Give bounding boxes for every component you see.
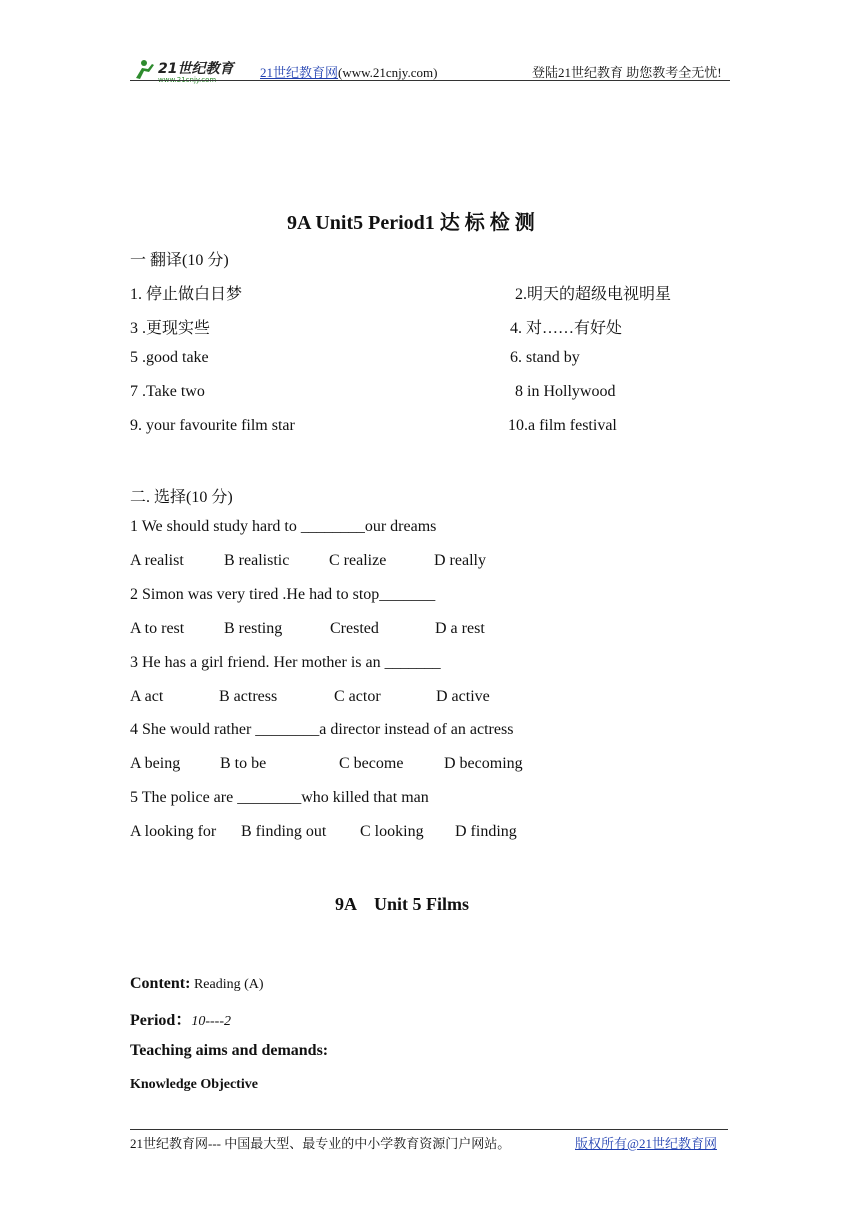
option: D a rest <box>435 620 485 637</box>
section2-heading: 二. 选择(10 分) <box>130 489 233 506</box>
content-value: Reading (A) <box>190 977 264 992</box>
period-label: Period： <box>130 1012 192 1029</box>
option: B to be <box>220 755 267 772</box>
option: A to rest <box>130 620 185 637</box>
option: B finding out <box>241 823 327 840</box>
content-label: Content: <box>130 975 191 992</box>
footer-text: 21世纪教育网--- 中国最大型、最专业的中小学教育资源门户网站。 <box>130 1136 511 1151</box>
option: C become <box>339 755 404 772</box>
translate-item: 4. 对……有好处 <box>510 320 623 337</box>
logo-text: 21世纪教育 <box>158 61 234 77</box>
option: C realize <box>329 552 387 569</box>
question-text: 3 He has a girl friend. Her mother is an _______ <box>130 654 441 671</box>
question-text: 4 She would rather ________a director instead of an actress <box>130 721 514 738</box>
logo-subtext: www.21cnjy.com <box>158 76 217 84</box>
option: B realistic <box>224 552 290 569</box>
option: B resting <box>224 620 283 637</box>
translate-item: 5 .good take <box>130 349 209 366</box>
question-text: 2 Simon was very tired .He had to stop_______ <box>130 586 436 603</box>
page-title: 9A Unit5 Period1 达 标 检 测 <box>287 212 535 234</box>
header-site <box>260 62 437 81</box>
option: D really <box>434 552 486 569</box>
option: D active <box>436 688 490 705</box>
option: B actress <box>219 688 278 705</box>
header-slogan: 登陆21世纪教育 助您教考全无忧! <box>532 65 722 80</box>
translate-item: 8 in Hollywood <box>515 383 616 400</box>
option: A realist <box>130 552 184 569</box>
footer-divider <box>130 1129 728 1130</box>
option: D finding <box>455 823 517 840</box>
translate-item: 3 .更现实些 <box>130 320 211 337</box>
translate-item: 1. 停止做白日梦 <box>130 286 243 303</box>
content-line <box>130 975 264 993</box>
footer-copyright-link[interactable]: 版权所有@21世纪教育网 <box>575 1136 717 1151</box>
translate-item: 2.明天的超级电视明星 <box>515 286 672 303</box>
site-link[interactable]: 21世纪教育网 <box>260 65 339 80</box>
period-value: 10----2 <box>191 1014 231 1029</box>
lesson-title: 9A Unit 5 Films <box>335 894 470 914</box>
section1-heading: 一 翻译(10 分) <box>130 252 229 269</box>
translate-item: 7 .Take two <box>130 383 205 400</box>
site-url: (www.21cnjy.com) <box>338 65 438 80</box>
question-text: 1 We should study hard to ________our dreams <box>130 518 437 535</box>
option: D becoming <box>444 755 523 772</box>
option: C looking <box>360 823 424 840</box>
question-text: 5 The police are ________who killed that man <box>130 789 429 806</box>
period-line <box>130 1007 231 1030</box>
translate-item: 9. your favourite film star <box>130 417 295 434</box>
option: A being <box>130 755 181 772</box>
option: A looking for <box>130 823 217 840</box>
option: C actor <box>334 688 381 705</box>
translate-item: 6. stand by <box>510 349 580 366</box>
aims-label: Teaching aims and demands: <box>130 1042 329 1059</box>
objective-label: Knowledge Objective <box>130 1077 258 1092</box>
option: A act <box>130 688 164 705</box>
translate-item: 10.a film festival <box>508 417 617 434</box>
header-divider <box>130 80 730 81</box>
option: Crested <box>330 620 379 637</box>
